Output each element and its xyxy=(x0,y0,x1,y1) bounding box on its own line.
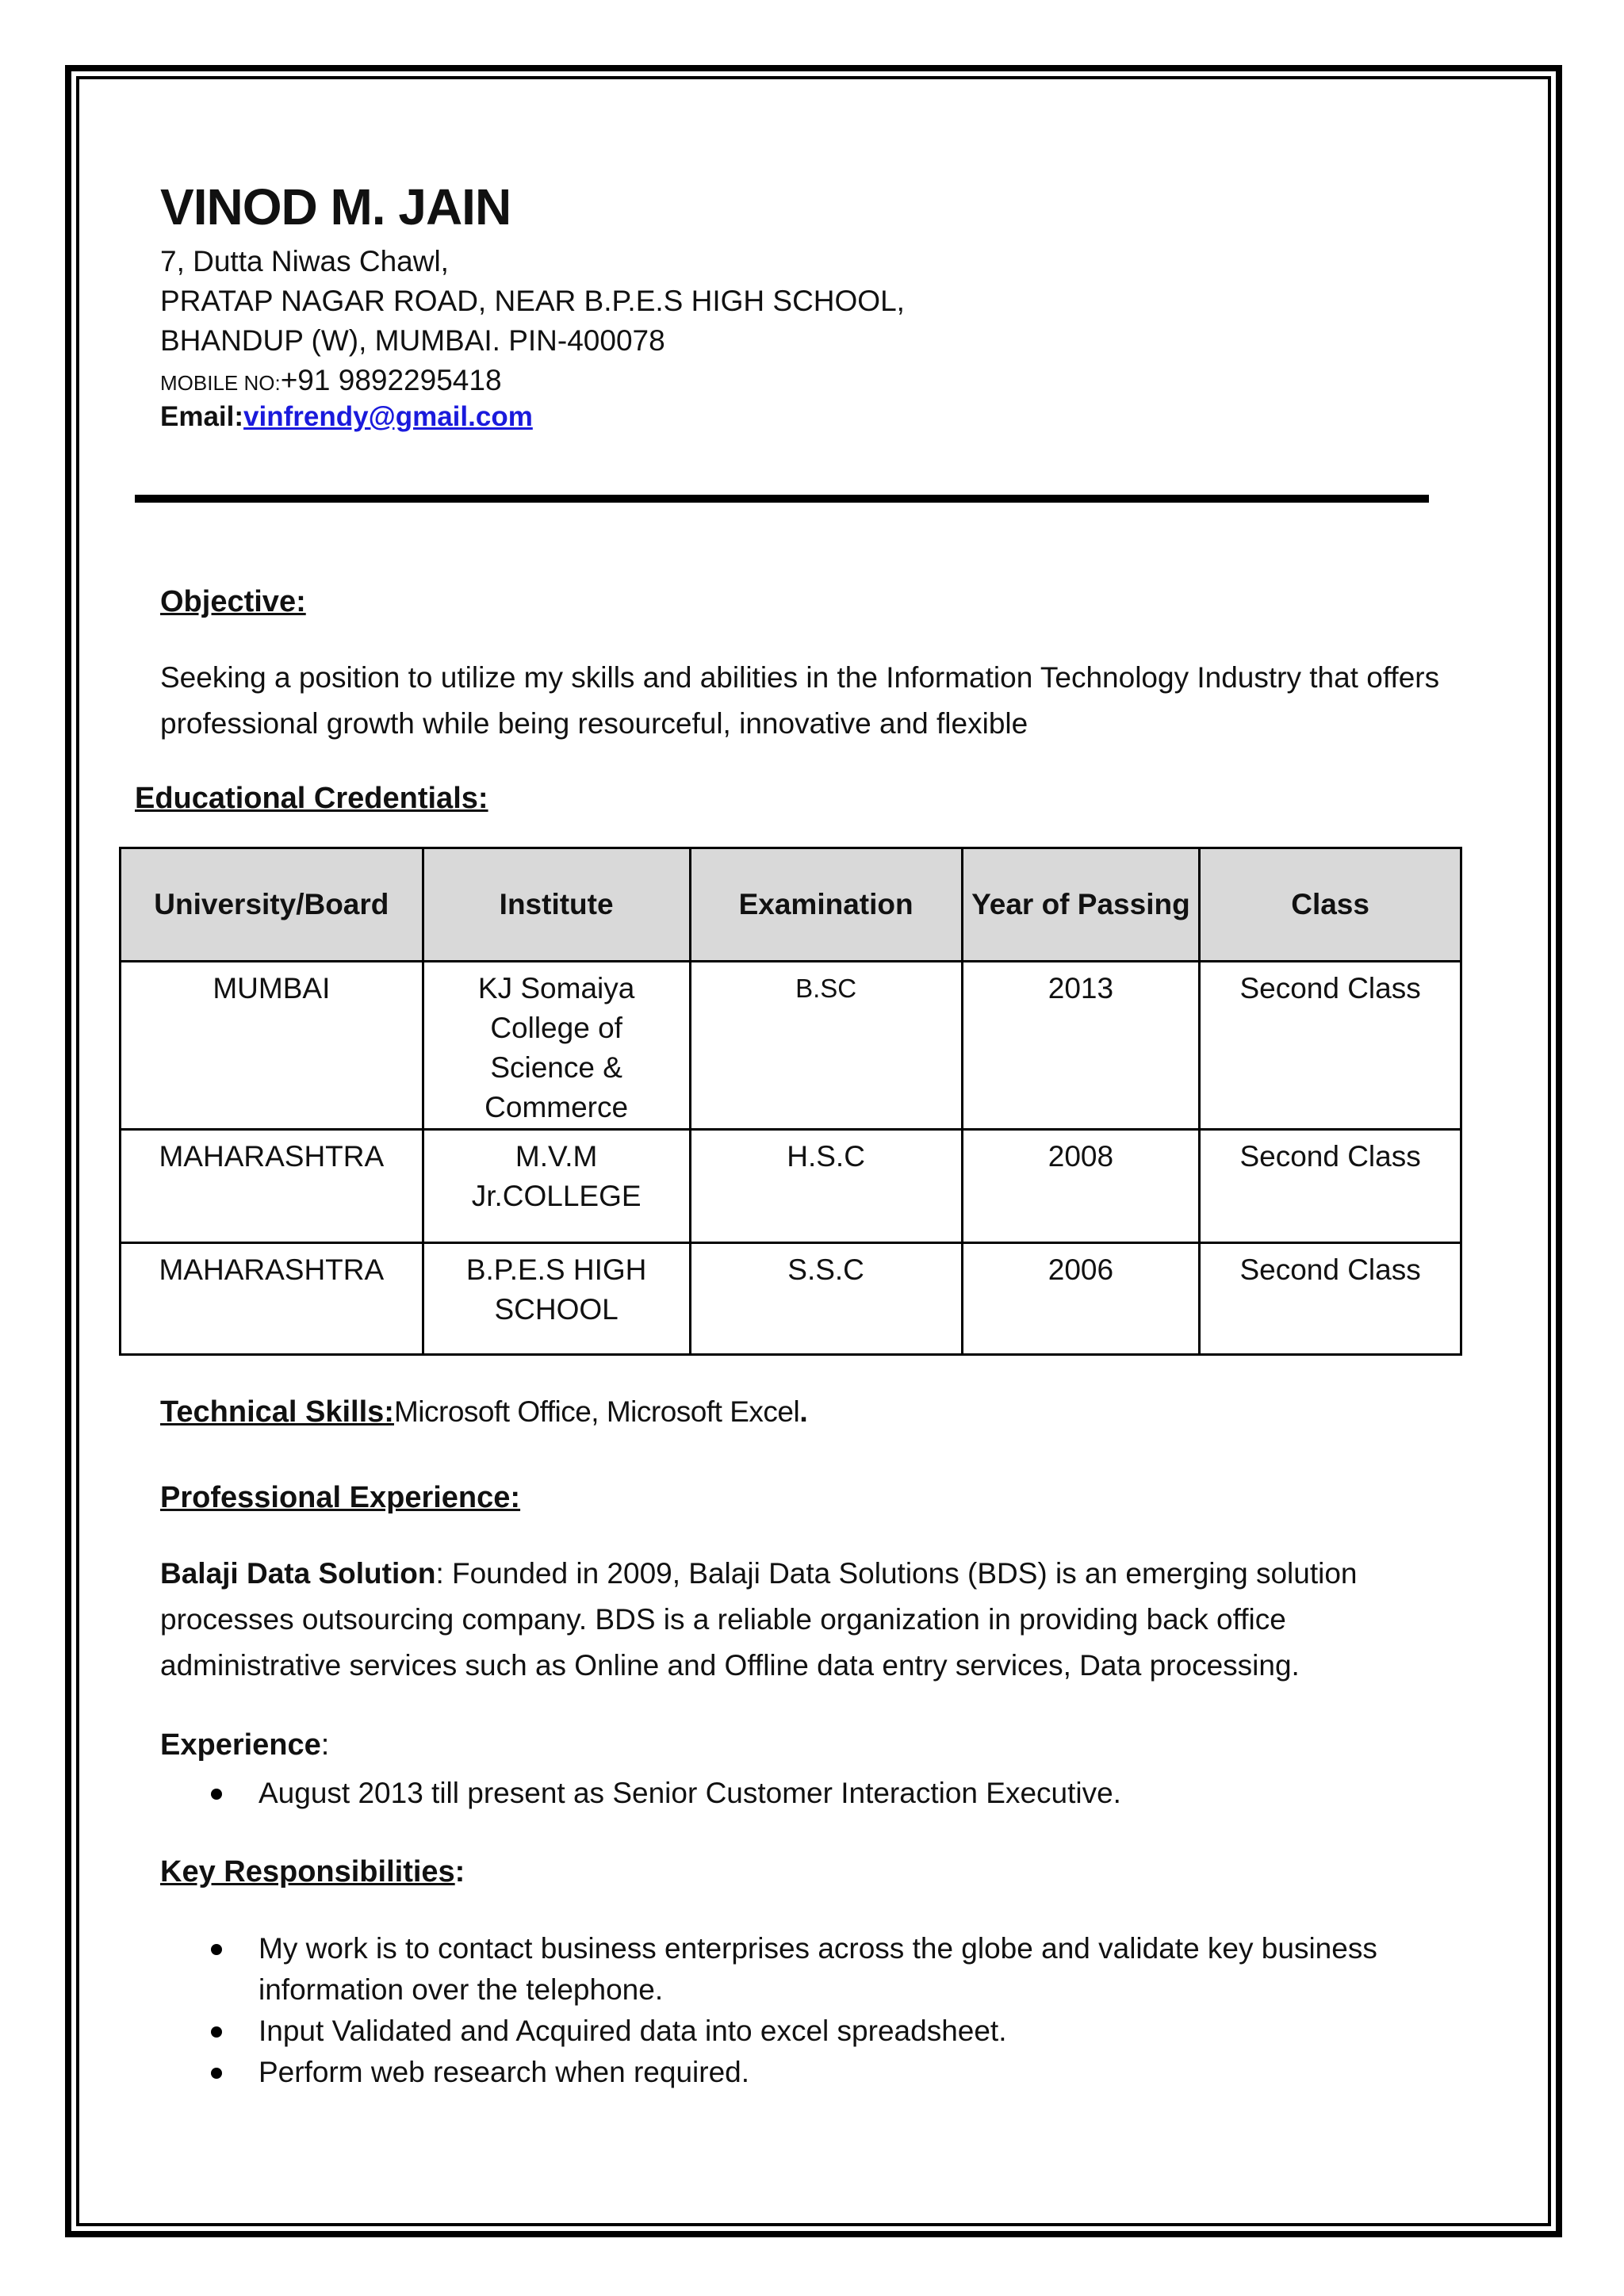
mobile-line xyxy=(160,362,502,402)
bullet-icon xyxy=(211,1789,222,1800)
address-line-2: PRATAP NAGAR ROAD, NEAR B.P.E.S HIGH SCHOOL, xyxy=(160,285,905,317)
bullet-icon xyxy=(211,1944,222,1955)
company-sep: : xyxy=(435,1557,444,1590)
cell-board: MUMBAI xyxy=(121,962,423,1130)
mobile-label: MOBILE NO: xyxy=(160,371,281,395)
email-line xyxy=(160,398,533,436)
cell-class: Second Class xyxy=(1200,1243,1461,1355)
table-row xyxy=(121,1130,1461,1243)
cell-year: 2006 xyxy=(962,1243,1200,1355)
mobile-value: +91 9892295418 xyxy=(280,364,502,396)
col-header-class: Class xyxy=(1200,848,1461,962)
list-item-text: My work is to contact business enterprises across the globe and validate key business information over the telephone. xyxy=(259,1932,1377,2006)
responsibilities-list xyxy=(160,1928,1429,2093)
address-line-1: 7, Dutta Niwas Chawl, xyxy=(160,245,449,277)
company-name: Balaji Data Solution xyxy=(160,1557,436,1590)
responsibilities-heading: Key Responsibilities xyxy=(160,1855,455,1888)
cell-institute: B.P.E.S HIGH SCHOOL xyxy=(423,1243,690,1355)
responsibilities-sep: : xyxy=(454,1855,465,1888)
bullet-icon xyxy=(211,2026,222,2038)
skills-text: Microsoft Office, Microsoft Excel xyxy=(393,1395,800,1428)
experience-heading-line xyxy=(160,1728,329,1762)
table-header-row xyxy=(121,848,1461,962)
cell-examination: S.S.C xyxy=(690,1243,962,1355)
experience-heading: Experience xyxy=(160,1728,321,1762)
col-header-year: Year of Passing xyxy=(962,848,1200,962)
cell-board: MAHARASHTRA xyxy=(121,1243,423,1355)
objective-heading: Objective: xyxy=(160,585,306,618)
list-item-text: Perform web research when required. xyxy=(259,2056,750,2088)
skills-heading: Technical Skills: xyxy=(160,1395,394,1429)
list-item-text: Input Validated and Acquired data into excel spreadsheet. xyxy=(259,2015,1007,2047)
cell-class: Second Class xyxy=(1200,1130,1461,1243)
list-item xyxy=(160,1773,1461,1814)
education-table xyxy=(119,847,1462,1356)
cell-class: Second Class xyxy=(1200,962,1461,1130)
bullet-icon xyxy=(211,2068,222,2079)
candidate-name: VINOD M. JAIN xyxy=(160,178,511,235)
col-header-institute: Institute xyxy=(423,848,690,962)
email-label: Email: xyxy=(160,401,244,432)
company-description: Founded in 2009, Balaji Data Solutions (BDS) is an emerging solution processes outsourcing company. BDS is a reliable organization in providing back office administrative services such as Online and Offline data entry services, Data processing. xyxy=(160,1557,1358,1682)
experience-list xyxy=(160,1773,1461,1814)
table-row xyxy=(121,962,1461,1130)
experience-sep: : xyxy=(320,1728,330,1762)
col-header-board: University/Board xyxy=(121,848,423,962)
list-item xyxy=(160,2011,1429,2052)
table-row xyxy=(121,1243,1461,1355)
cell-board: MAHARASHTRA xyxy=(121,1130,423,1243)
cell-year: 2013 xyxy=(962,962,1200,1130)
list-item xyxy=(160,1928,1429,2011)
skills-line xyxy=(160,1395,808,1429)
skills-end: . xyxy=(799,1395,808,1429)
header-divider xyxy=(135,495,1429,503)
list-item xyxy=(160,2052,1429,2093)
list-item-text: August 2013 till present as Senior Customer Interaction Executive. xyxy=(259,1777,1121,1809)
objective-text: Seeking a position to utilize my skills and abilities in the Information Technology Industry that offers professional growth while being resourceful, innovative and flexible xyxy=(160,661,1440,740)
professional-heading: Professional Experience: xyxy=(160,1481,521,1514)
address-line-3: BHANDUP (W), MUMBAI. PIN-400078 xyxy=(160,324,665,357)
cell-examination: B.SC xyxy=(690,962,962,1130)
cell-examination: H.S.C xyxy=(690,1130,962,1243)
email-link[interactable]: vinfrendy@gmail.com xyxy=(243,401,533,432)
col-header-examination: Examination xyxy=(690,848,962,962)
company-paragraph xyxy=(160,1551,1445,1689)
cell-year: 2008 xyxy=(962,1130,1200,1243)
responsibilities-heading-line xyxy=(160,1855,465,1889)
cell-institute: M.V.M Jr.COLLEGE xyxy=(423,1130,690,1243)
education-heading: Educational Credentials: xyxy=(135,782,488,815)
cell-institute: KJ Somaiya College of Science & Commerce xyxy=(423,962,690,1130)
